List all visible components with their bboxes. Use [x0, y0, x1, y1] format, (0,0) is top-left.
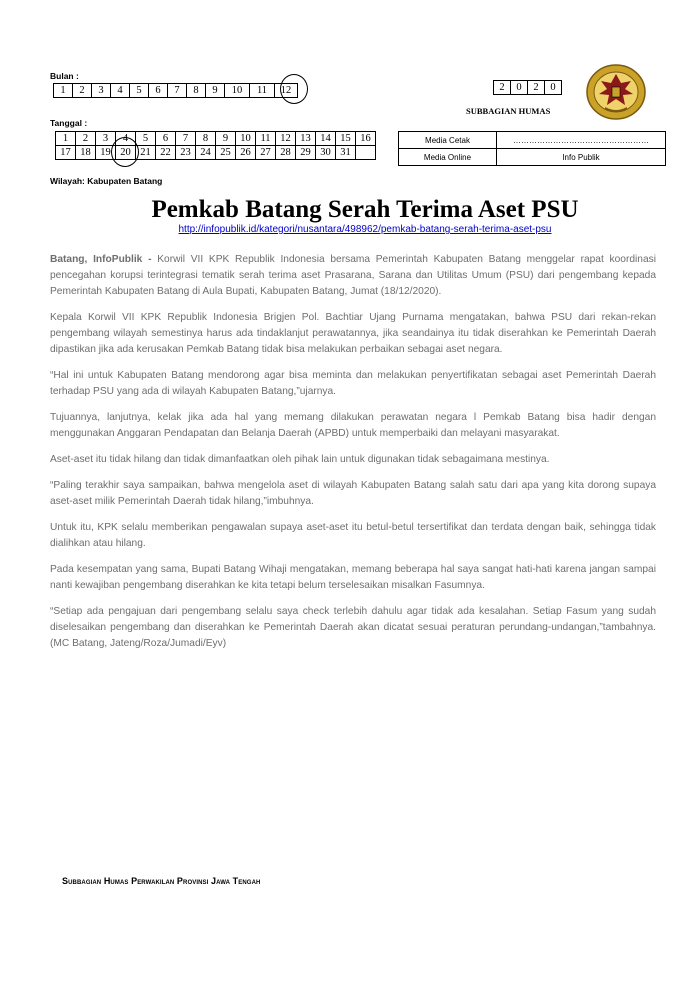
paragraph: Tujuannya, lanjutnya, kelak jika ada hal yang memang dilakukan perawatan negara l Pemkab Batang bisa hadir dengan menggunakan Anggaran Pendapatan dan Belanja Daerah (APBD) untuk memperbaiki dan melayani masyarakat.: [50, 412, 656, 439]
year-digit-cell: 0: [511, 81, 528, 95]
day-cell: 10: [236, 132, 256, 146]
day-grid: [55, 131, 376, 160]
day-cell: 16: [356, 132, 376, 146]
month-cell: 12: [275, 84, 298, 98]
day-cell: 19: [96, 146, 116, 160]
day-cell: 5: [136, 132, 156, 146]
day-cell: 17: [56, 146, 76, 160]
month-cell: 2: [73, 84, 92, 98]
month-cell: 1: [54, 84, 73, 98]
paragraph-lead: [50, 252, 656, 300]
day-cell: 26: [236, 146, 256, 160]
month-cell: 11: [250, 84, 275, 98]
day-cell: 23: [176, 146, 196, 160]
day-cell: 21: [136, 146, 156, 160]
month-selection-circle: [280, 74, 308, 104]
day-selection-circle: [111, 137, 139, 167]
paragraph: “Paling terakhir saya sampaikan, bahwa mengelola aset di wilayah Kabupaten Batang salah satu dari apa yang kita dorong supaya aset-aset milik Pemerintah Daerah tidak hilang,”imbuhnya.: [50, 480, 656, 507]
year-digit-cell: 2: [528, 81, 545, 95]
media-online-value: Info Publik: [497, 149, 666, 166]
day-cell: 22: [156, 146, 176, 160]
paragraph: Untuk itu, KPK selalu memberikan pengawalan supaya aset-aset itu betul-betul tersertifikat dan terdata dengan baik, sehingga tidak dialihkan atau hilang.: [50, 522, 656, 549]
lead-source: Batang, InfoPublik -: [50, 254, 152, 265]
month-cell: 7: [168, 84, 187, 98]
paragraph: Pada kesempatan yang sama, Bupati Batang Wihaji mengatakan, memang beberapa hal saya sangat hati-hati karena jangan sampai nanti kewajiban pengembang diserahkan ke kita tetapi belum terselesaikan misalkan Fasumnya.: [50, 564, 656, 591]
paragraph: Kepala Korwil VII KPK Republik Indonesia Brigjen Pol. Bachtiar Ujang Purnama mengatakan, bahwa PSU dari rekan-rekan pengembang wilayah semestinya harus ada tindaklanjut perawatannya, jika seandainya itu tidak diserahkan ke Pemerintah Daerah dipastikan jika ada kerusakan Pemkab Batang tidak bisa melakukan perbaikan sebagai aset negara.: [50, 312, 656, 355]
day-cell: 2: [76, 132, 96, 146]
day-cell: 14: [316, 132, 336, 146]
media-cetak-value: ……………………………………………: [497, 132, 666, 149]
day-cell: 25: [216, 146, 236, 160]
year-digit-cell: 0: [545, 81, 562, 95]
paragraph: “Hal ini untuk Kabupaten Batang mendorong agar bisa meminta dan melakukan penyertifikatan sebagai aset Pemerintah Daerah terhadap PSU yang ada di wilayah Kabupaten Batang,”ujarnya.: [50, 370, 656, 397]
month-grid: [53, 83, 298, 98]
article-url-link[interactable]: http://infopublik.id/kategori/nusantara/498962/pemkab-batang-serah-terima-aset-psu: [178, 224, 552, 235]
day-cell: 11: [256, 132, 276, 146]
media-table: [398, 131, 666, 166]
day-cell: 29: [296, 146, 316, 160]
year-digit-cell: 2: [494, 81, 511, 95]
month-cell: 10: [225, 84, 250, 98]
department-label: SUBBAGIAN HUMAS: [466, 106, 551, 116]
day-cell: [356, 146, 376, 160]
day-cell: 27: [256, 146, 276, 160]
tanggal-label: Tanggal :: [50, 118, 88, 128]
paragraph: “Setiap ada pengajuan dari pengembang selalu saya check terlebih dahulu agar tidak ada kesalahan. Setiap Fasum yang sudah diselesaikan pengembang dan diserahkan ke Pemerintah Daerah akan dicatat sesuai peraturan perundang-undangan,”tambahnya. (MC Batang, Jateng/Roza/Jumadi/Eyv): [50, 606, 656, 649]
month-cell: 3: [92, 84, 111, 98]
day-cell: 13: [296, 132, 316, 146]
article-body: [50, 252, 656, 662]
media-online-label: Media Online: [399, 149, 497, 166]
bulan-label: Bulan :: [50, 71, 79, 81]
year-box: [493, 80, 562, 95]
month-cell: 9: [206, 84, 225, 98]
day-cell: 9: [216, 132, 236, 146]
day-cell: 8: [196, 132, 216, 146]
day-cell: 30: [316, 146, 336, 160]
day-cell: 12: [276, 132, 296, 146]
day-cell: 7: [176, 132, 196, 146]
day-cell: 28: [276, 146, 296, 160]
month-cell: 4: [111, 84, 130, 98]
month-cell: 6: [149, 84, 168, 98]
day-cell: 24: [196, 146, 216, 160]
media-cetak-label: Media Cetak: [399, 132, 497, 149]
day-cell: 31: [336, 146, 356, 160]
day-cell: 6: [156, 132, 176, 146]
month-cell: 8: [187, 84, 206, 98]
footer-text: Subbagian Humas Perwakilan Provinsi Jawa Tengah: [62, 876, 261, 886]
day-cell: 20: [116, 146, 136, 160]
day-cell: 18: [76, 146, 96, 160]
paragraph-text: Korwil VII KPK Republik Indonesia bersama Pemerintah Kabupaten Batang menggelar rapat koordinasi pencegahan korupsi terintegrasi tematik serah terima aset Prasarana, Sarana dan Utilitas Umum (PSU) dari pengembang kepada Pemerintah Kabupaten Batang di Aula Bupati, Kabupaten Batang, Jumat (18/12/2020).: [50, 254, 656, 297]
day-cell: 4: [116, 132, 136, 146]
day-cell: 15: [336, 132, 356, 146]
day-cell: 1: [56, 132, 76, 146]
paragraph: Aset-aset itu tidak hilang dan tidak dimanfaatkan oleh pihak lain untuk digunakan tidak sebagaimana mestinya.: [50, 454, 550, 465]
day-cell: 3: [96, 132, 116, 146]
month-cell: 5: [130, 84, 149, 98]
wilayah-label: Wilayah: Kabupaten Batang: [50, 176, 163, 186]
article-title: Pemkab Batang Serah Terima Aset PSU: [151, 196, 579, 223]
garuda-emblem-icon: [585, 63, 647, 121]
